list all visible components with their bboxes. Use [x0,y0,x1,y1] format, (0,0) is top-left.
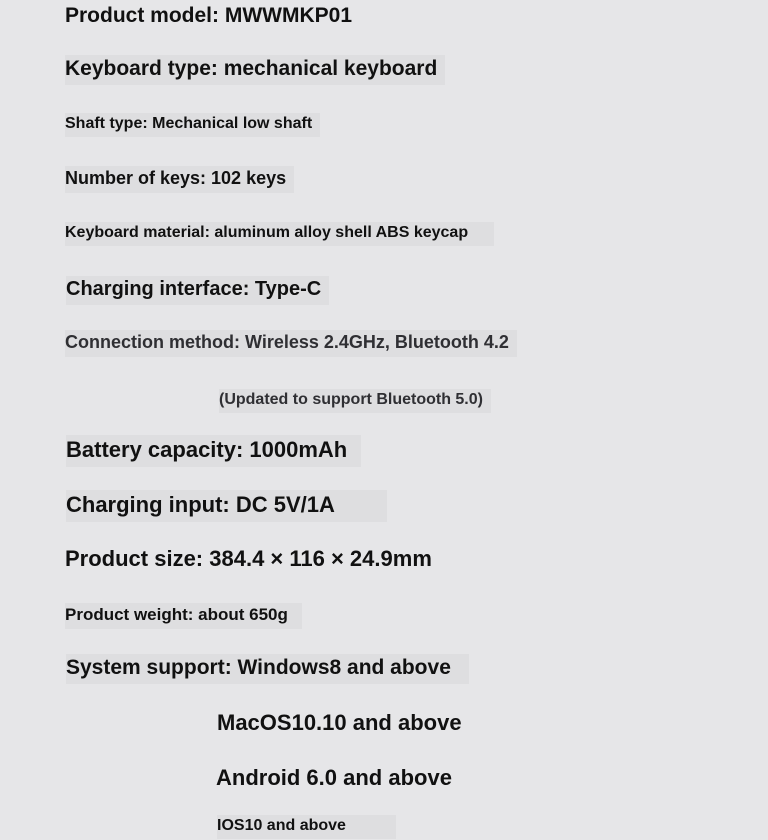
spec-product-weight: Product weight: about 650g [65,603,302,629]
spec-number-of-keys: Number of keys: 102 keys [65,166,294,193]
spec-system-ios: IOS10 and above [217,815,396,839]
spec-shaft-type: Shaft type: Mechanical low shaft [65,113,320,137]
spec-system-macos: MacOS10.10 and above [217,710,462,735]
spec-keyboard-type: Keyboard type: mechanical keyboard [65,55,445,85]
spec-charging-interface: Charging interface: Type-C [66,276,329,305]
spec-connection-method: Connection method: Wireless 2.4GHz, Bluetooth 4.2 [65,330,517,357]
spec-connection-note: (Updated to support Bluetooth 5.0) [219,389,491,413]
spec-charging-input: Charging input: DC 5V/1A [66,490,387,522]
spec-product-model: Product model: MWWMKP01 [65,4,352,27]
spec-product-size: Product size: 384.4 × 116 × 24.9mm [65,546,432,571]
spec-system-android: Android 6.0 and above [216,765,452,790]
spec-battery-capacity: Battery capacity: 1000mAh [66,435,361,467]
spec-keyboard-material: Keyboard material: aluminum alloy shell ABS keycap [65,222,494,246]
spec-system-support: System support: Windows8 and above [66,654,469,684]
